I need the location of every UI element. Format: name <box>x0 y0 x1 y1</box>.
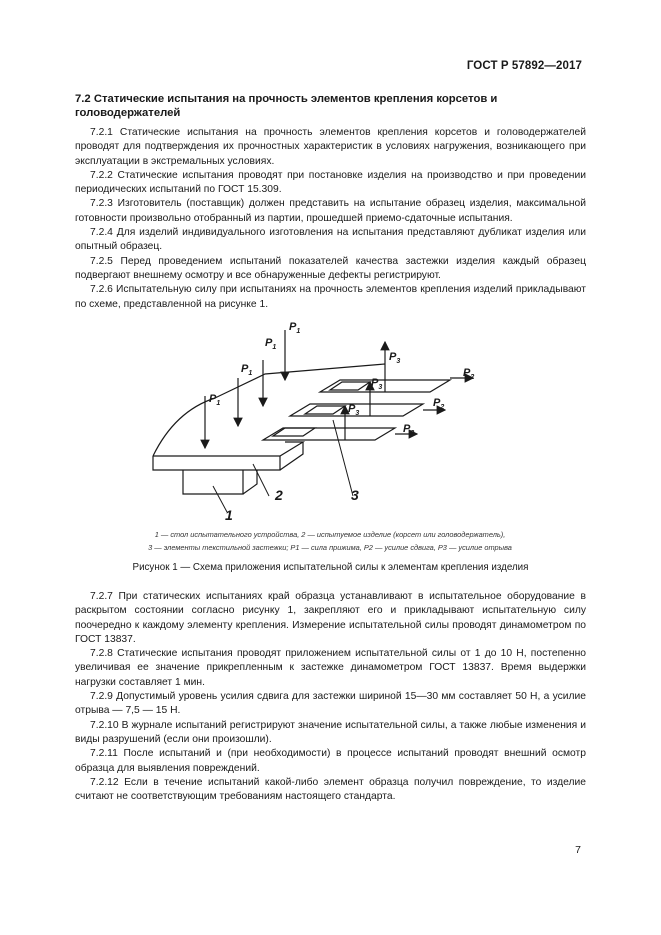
figure-caption: Рисунок 1 — Схема приложения испытательной силы к элементам крепления изделия <box>132 562 529 573</box>
label-p3: $P_3$ <box>348 403 360 417</box>
product-sheet-edge <box>153 442 303 456</box>
label-p1: $P_1$ <box>265 337 277 351</box>
paragraph: 7.2.8 Статические испытания проводят приложением испытательной силы от 1 до 10 Н, постепенно увеличивая ее значение прикрепленным к застежке динамометром ГОСТ 13837. Время выдержки нагрузки составляет 1 мин. <box>75 648 586 688</box>
text-block-bottom <box>75 590 586 804</box>
label-p2: $P_2$ <box>463 367 475 381</box>
paragraph: 7.2.1 Статические испытания на прочность элементов крепления корсетов и головодержателей проводят для подтверждения их прочностных характеристик в условиях нагружения, возникающего при эксплуатации в экстремальных условиях. <box>75 127 586 167</box>
test-scheme-diagram <box>145 316 485 526</box>
leader-2 <box>253 464 269 496</box>
pad-middle <box>305 406 345 414</box>
label-p1: $P_1$ <box>241 363 253 377</box>
label-p1: $P_1$ <box>289 321 301 335</box>
paragraph: 7.2.3 Изготовитель (поставщик) должен представить на испытание образец изделия, максимальной готовности произвольно отобранный из партии, прошедшей приемо-сдаточные испытания. <box>75 198 586 224</box>
paragraph: 7.2.4 Для изделий индивидуального изготовления на испытания представляют дубликат изделия или опытный образец. <box>75 227 586 253</box>
legend-line-1: 1 — стол испытательного устройства, 2 — испытуемое изделие (корсет или головодержатель), <box>154 530 506 539</box>
pad-lower <box>273 428 315 436</box>
label-p3: $P_3$ <box>389 351 401 365</box>
label-item-2: 2 <box>275 487 283 503</box>
label-p3: $P_3$ <box>371 377 383 391</box>
paragraph: 7.2.6 Испытательную силу при испытаниях на прочность элементов крепления изделий прикладывают по схеме, представленной на рисунке 1. <box>75 284 586 310</box>
page-number: 7 <box>575 844 581 856</box>
table-support-side <box>243 470 257 494</box>
label-p2: $P_2$ <box>433 397 445 411</box>
legend-line-2: 3 — элементы текстильной застежки; P1 — сила прижима, P2 — усилие сдвига, P3 — усилие отрыва <box>148 543 512 552</box>
section-title: 7.2 Статические испытания на прочность элементов крепления корсетов и головодержателей <box>75 93 498 119</box>
paragraph: 7.2.11 После испытаний и (при необходимости) в процессе испытаний проводят внешний осмотр образца для выявления повреждений. <box>75 748 586 774</box>
table-support <box>183 470 243 494</box>
paragraph: 7.2.9 Допустимый уровень усилия сдвига для застежки шириной 15—30 мм составляет 50 Н, а усилие отрыва — 7,5 — 15 Н. <box>75 691 586 717</box>
label-item-1: 1 <box>225 507 233 523</box>
label-p2: $P_2$ <box>403 423 415 437</box>
leader-3 <box>333 420 353 496</box>
document-code: ГОСТ Р 57892—2017 <box>466 60 582 72</box>
paragraph: 7.2.7 При статических испытаниях край образца устанавливают в испытательное оборудование в раскрытом состоянии согласно рисунку 1, закрепляют его и прикладывают испытательную силу поочередно к каждому элементу крепления. Измерение испытательной силы проводят динамометром по ГОСТ 13837. <box>75 591 586 645</box>
label-p1: $P_1$ <box>209 393 221 407</box>
figure-diagram <box>145 316 485 526</box>
paragraph: 7.2.10 В журнале испытаний регистрируют значение испытательной силы, а также любые изменения и виды разрушений (если они произошли). <box>75 719 586 745</box>
paragraph: 7.2.2 Статические испытания проводят при постановке изделия на производство и при проведении периодических испытаний по ГОСТ 15.309. <box>75 169 586 196</box>
label-item-3: 3 <box>351 487 359 503</box>
text-block-top <box>75 126 586 312</box>
pad-upper <box>330 382 370 390</box>
table-slab-front <box>153 456 280 470</box>
paragraph: 7.2.5 Перед проведением испытаний показателей качества застежки изделия каждый образец подвергают внешнему осмотру и все обнаруженные дефекты регистрируют. <box>75 255 586 281</box>
table-slab-side <box>280 442 303 470</box>
paragraph: 7.2.12 Если в течение испытаний какой-либо элемент образца получил повреждение, то изделие считают не соответствующим требованиям настоящего стандарта. <box>75 776 586 803</box>
